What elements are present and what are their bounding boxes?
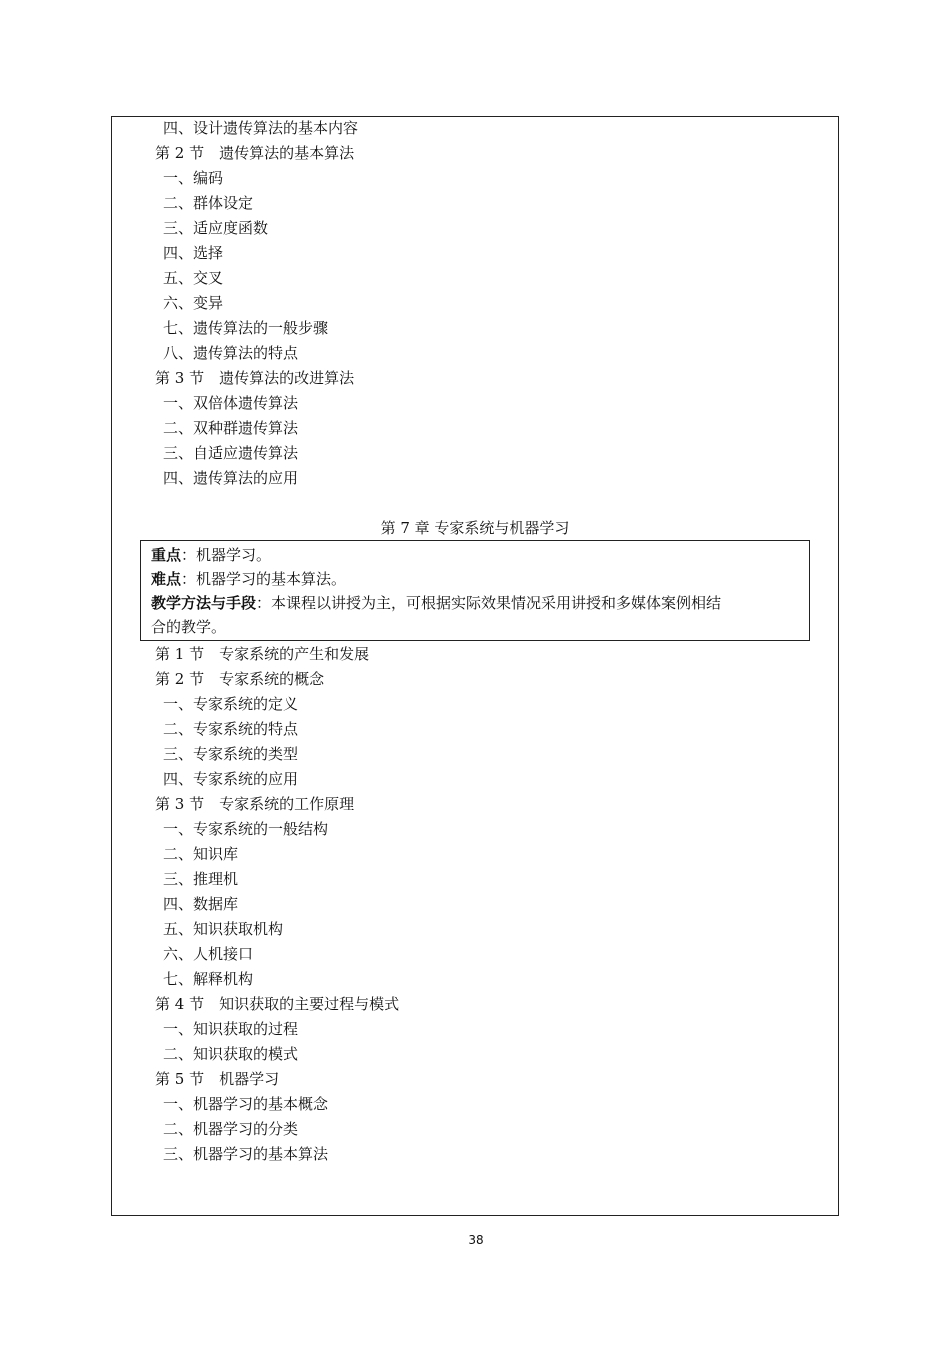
difficult-point-row [151,567,799,591]
list-item: 二、知识库 [163,845,239,863]
list-item: 一、编码 [163,169,224,187]
section-heading: 第 4 节 知识获取的主要过程与模式 [155,995,400,1013]
section-heading: 第 5 节 机器学习 [155,1070,280,1088]
list-item: 二、知识获取的模式 [163,1045,299,1063]
list-item: 四、数据库 [163,895,239,913]
section-heading: 第 2 节 遗传算法的基本算法 [155,144,355,162]
list-item: 二、机器学习的分类 [163,1120,299,1138]
list-item: 一、专家系统的一般结构 [163,820,329,838]
list-item: 三、专家系统的类型 [163,745,299,763]
list-item: 三、适应度函数 [163,219,269,237]
list-item: 三、机器学习的基本算法 [163,1145,329,1163]
list-item: 七、遗传算法的一般步骤 [163,319,329,337]
list-item: 二、专家系统的特点 [163,720,299,738]
list-item: 四、选择 [163,244,224,262]
list-item: 三、自适应遗传算法 [163,444,299,462]
chapter-title: 第 7 章 专家系统与机器学习 [380,519,570,537]
list-item: 一、知识获取的过程 [163,1020,299,1038]
list-item: 二、群体设定 [163,194,254,212]
list-item: 八、遗传算法的特点 [163,344,299,362]
list-item: 一、机器学习的基本概念 [163,1095,329,1113]
list-item: 四、遗传算法的应用 [163,469,299,487]
chapter-notes-box [140,540,810,641]
difficult-point-text: ：机器学习的基本算法。 [181,570,347,588]
key-point-row [151,543,799,567]
teaching-method-label: 教学方法与手段 [151,594,257,612]
key-point-label: 重点 [151,546,182,564]
list-item: 一、双倍体遗传算法 [163,394,299,412]
section-heading: 第 1 节 专家系统的产生和发展 [155,645,370,663]
list-item: 二、双种群遗传算法 [163,419,299,437]
page-number: 38 [468,1233,484,1247]
list-item: 五、交叉 [163,269,224,287]
list-item: 六、人机接口 [163,945,254,963]
section-heading: 第 3 节 遗传算法的改进算法 [155,369,355,387]
difficult-point-label: 难点 [151,570,182,588]
key-point-text: ：机器学习。 [181,546,272,564]
list-item: 六、变异 [163,294,224,312]
section-heading: 第 2 节 专家系统的概念 [155,670,325,688]
section-heading: 第 3 节 专家系统的工作原理 [155,795,355,813]
list-item: 三、推理机 [163,870,239,888]
list-item: 四、设计遗传算法的基本内容 [163,119,359,137]
list-item: 五、知识获取机构 [163,920,284,938]
teaching-method-row [151,591,799,615]
teaching-method-continuation: 合的教学。 [151,618,227,636]
list-item: 四、专家系统的应用 [163,770,299,788]
list-item: 一、专家系统的定义 [163,695,299,713]
list-item: 七、解释机构 [163,970,254,988]
teaching-method-text: ：本课程以讲授为主，可根据实际效果情况采用讲授和多媒体案例相结 [256,594,722,612]
